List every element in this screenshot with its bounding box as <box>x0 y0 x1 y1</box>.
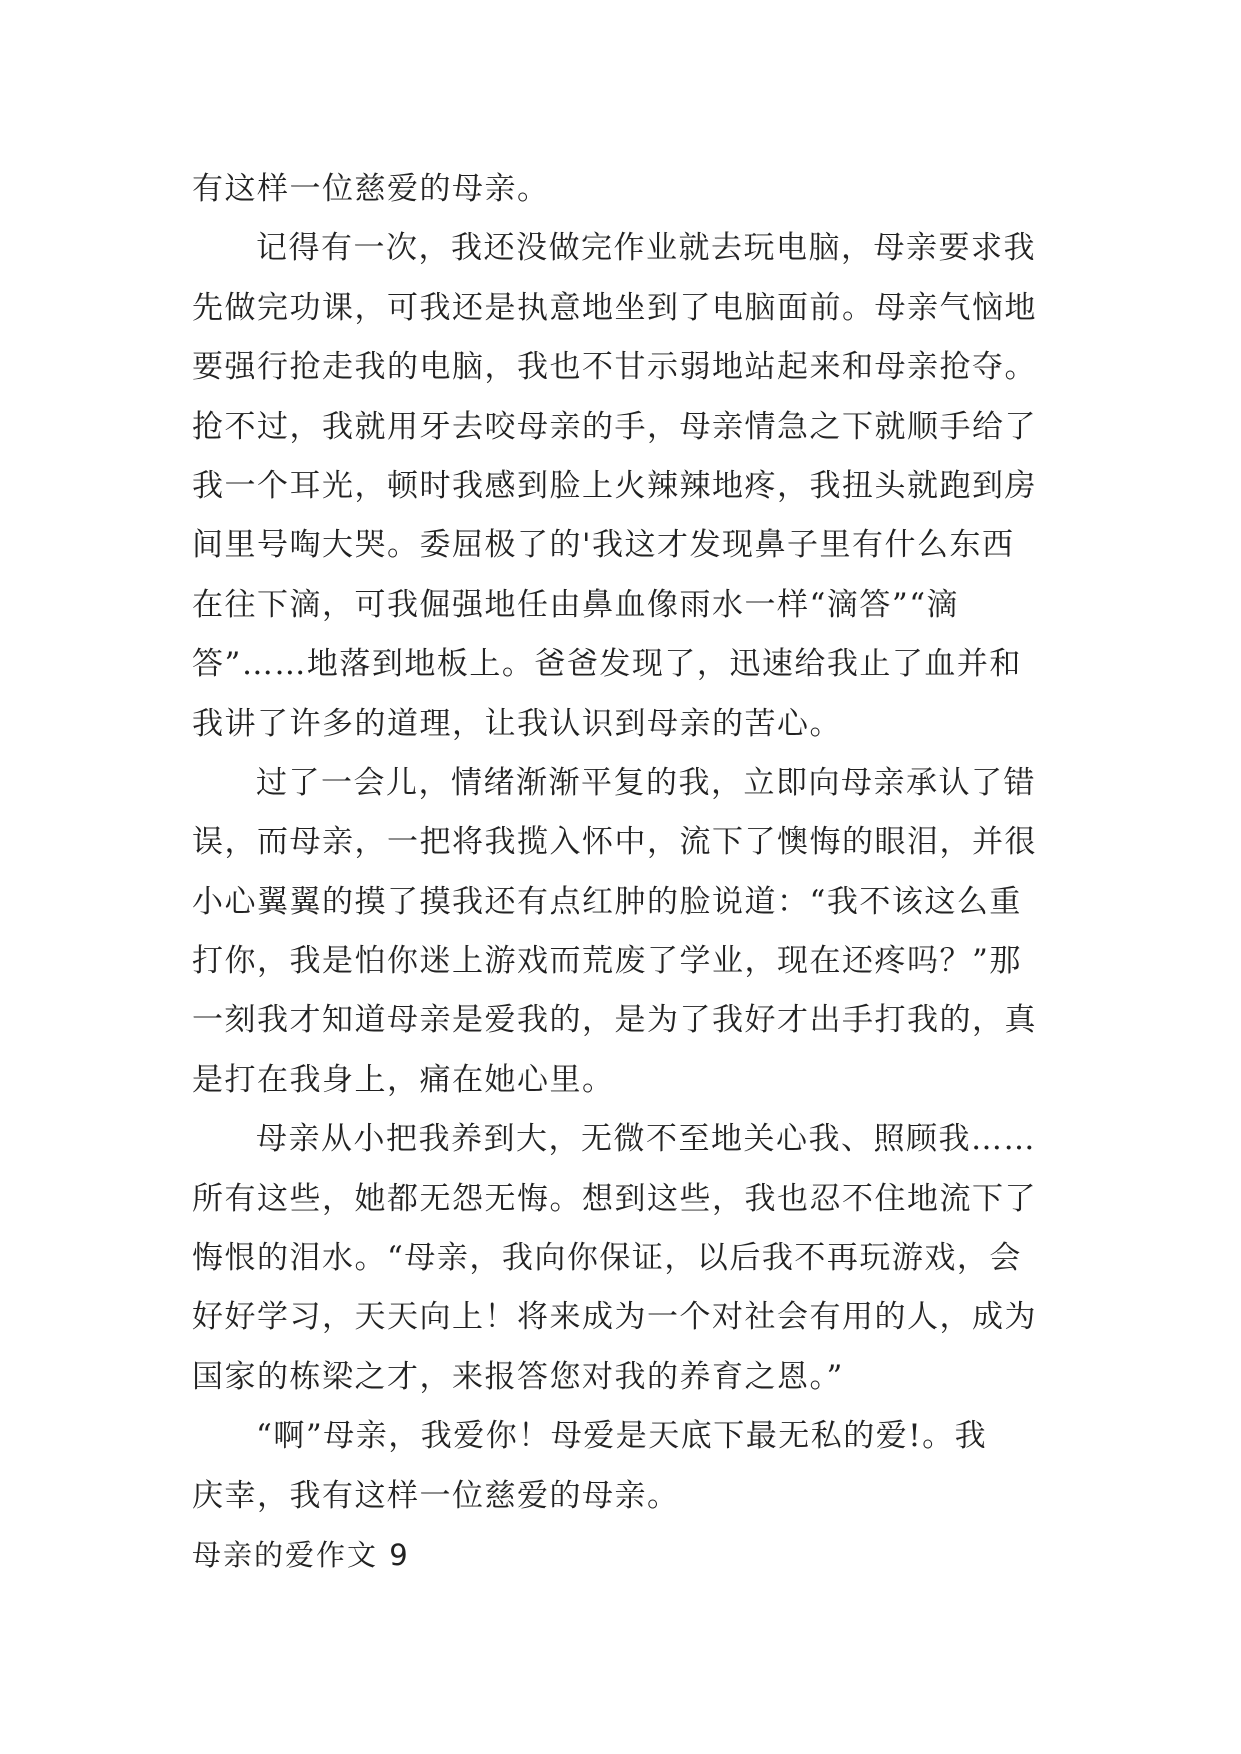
text-line: 我讲了许多的道理，让我认识到母亲的苦心。 <box>192 705 842 742</box>
text-line-paragraph-start: 记得有一次，我还没做完作业就去玩电脑，母亲要求我 <box>256 230 1036 267</box>
text-line: 误，而母亲，一把将我揽入怀中，流下了懊悔的眼泪，并很 <box>192 824 1037 861</box>
text-line: 一刻我才知道母亲是爱我的，是为了我好才出手打我的，真 <box>192 1002 1037 1039</box>
text-line: 有这样一位慈爱的母亲。 <box>192 171 550 207</box>
text-line: 在往下滴，可我倔强地任由鼻血像雨水一样“滴答”“滴 <box>192 586 960 623</box>
text-line: 抢不过，我就用牙去咬母亲的手，母亲情急之下就顺手给了 <box>192 408 1037 445</box>
text-line-paragraph-start: “啊”母亲，我爱你！母爱是天底下最无私的爱!。我 <box>256 1418 988 1455</box>
text-line: 是打在我身上，痛在她心里。 <box>192 1061 615 1098</box>
text-line: 先做完功课，可我还是执意地坐到了电脑面前。母亲气恼地 <box>192 289 1037 326</box>
text-line: 间里号啕大哭。委屈极了的'我这才发现鼻子里有什么东西 <box>192 527 1015 564</box>
text-line: 庆幸，我有这样一位慈爱的母亲。 <box>192 1477 680 1514</box>
text-line: 小心翼翼的摸了摸我还有点红肿的脸说道：“我不该这么重 <box>192 883 1022 920</box>
text-line: 所有这些，她都无怨无悔。想到这些，我也忍不住地流下了 <box>192 1180 1037 1217</box>
text-line: 要强行抢走我的电脑，我也不甘示弱地站起来和母亲抢夺。 <box>192 349 1037 386</box>
text-line: 我一个耳光，顿时我感到脸上火辣辣地疼，我扭头就跑到房 <box>192 467 1037 504</box>
text-line: 国家的栋梁之才，来报答您对我的养育之恩。” <box>192 1358 844 1395</box>
text-line: 答”……地落到地板上。爸爸发现了，迅速给我止了血并和 <box>192 646 1022 683</box>
text-line: 好好学习，天天向上！将来成为一个对社会有用的人，成为 <box>192 1299 1037 1336</box>
essay-body <box>192 160 1072 1585</box>
section-heading: 母亲的爱作文 9 <box>192 1537 410 1572</box>
text-line: 打你，我是怕你迷上游戏而荒废了学业，现在还疼吗？”那 <box>192 943 1022 980</box>
text-line-paragraph-start: 母亲从小把我养到大，无微不至地关心我、照顾我…… <box>256 1121 1036 1158</box>
text-line: 悔恨的泪水。“母亲，我向你保证，以后我不再玩游戏，会 <box>192 1240 1022 1277</box>
text-line-paragraph-start: 过了一会儿，情绪渐渐平复的我，立即向母亲承认了错 <box>256 764 1036 801</box>
